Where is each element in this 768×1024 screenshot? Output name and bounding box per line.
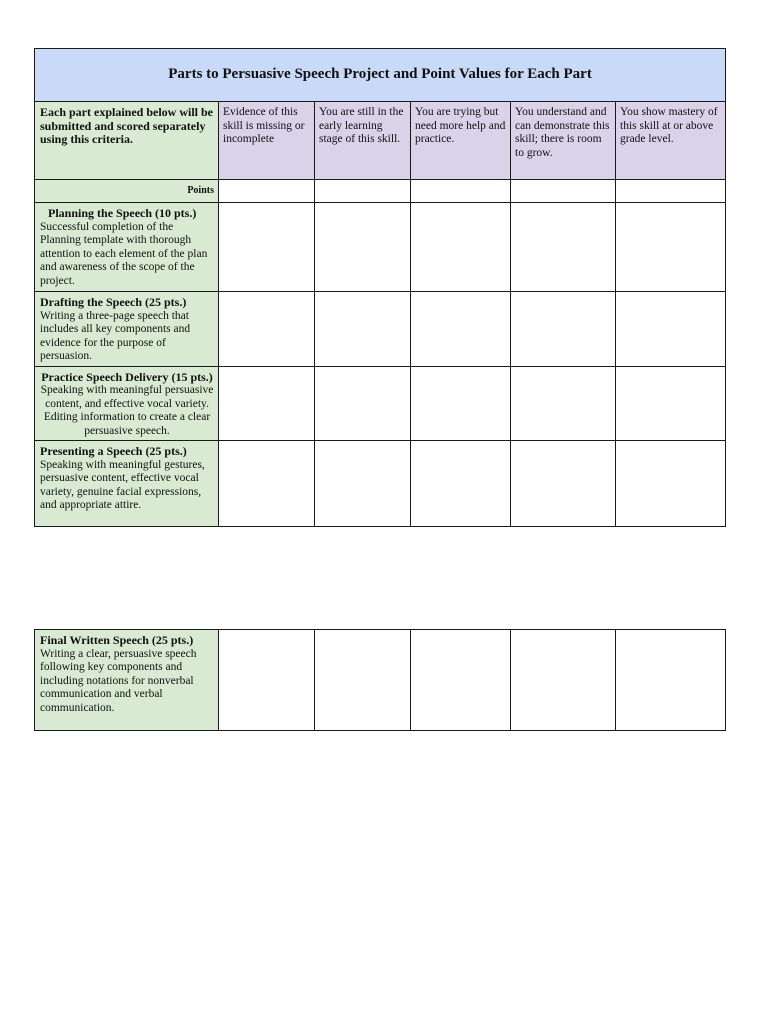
table-row [35,366,726,441]
points-cell [411,180,511,203]
score-cell [219,366,315,441]
part-practice [35,366,219,441]
score-cell [315,292,411,367]
score-cell [411,203,511,292]
level-header-5: You show mastery of this skill at or above grade level. [616,102,726,180]
part-drafting [35,292,219,367]
score-cell [411,366,511,441]
score-cell [315,630,411,731]
part-description: Successful completion of the Planning template with thorough attention to each element of the plan and awareness of the scope of the project. [40,220,208,287]
score-cell [511,292,616,367]
points-cell [616,180,726,203]
level-header-2: You are still in the early learning stage of this skill. [315,102,411,180]
score-cell [411,441,511,527]
score-cell [219,441,315,527]
part-description: Writing a three-page speech that includes all key components and evidence for the purpose of persuasion. [40,309,191,362]
score-cell [616,630,726,731]
level-header-1: Evidence of this skill is missing or incomplete [219,102,315,180]
score-cell [315,441,411,527]
table-row [35,203,726,292]
criteria-header: Each part explained below will be submitted and scored separately using this criteria. [35,102,219,180]
points-cell [219,180,315,203]
part-title: Final Written Speech (25 pts.) [40,633,194,647]
score-cell [219,292,315,367]
table-row [35,292,726,367]
score-cell [411,292,511,367]
score-cell [511,441,616,527]
table-row [35,630,726,731]
points-cell [315,180,411,203]
score-cell [315,203,411,292]
score-cell [616,441,726,527]
level-header-3: You are trying but need more help and practice. [411,102,511,180]
part-description: Speaking with meaningful persuasive content, and effective vocal variety. Editing information to create a clear persuasive speech. [40,384,214,437]
score-cell [616,203,726,292]
part-planning [35,203,219,292]
final-speech-table [34,629,726,731]
table-row [35,441,726,527]
score-cell [219,203,315,292]
part-presenting [35,441,219,527]
score-cell [219,630,315,731]
score-cell [616,366,726,441]
rubric-table [34,48,726,527]
rubric-title: Parts to Persuasive Speech Project and Point Values for Each Part [35,49,726,102]
part-final-written [35,630,219,731]
score-cell [511,366,616,441]
level-header-4: You understand and can demonstrate this skill; there is room to grow. [511,102,616,180]
score-cell [411,630,511,731]
part-title: Planning the Speech (10 pts.) [48,206,197,220]
score-cell [511,630,616,731]
points-cell [511,180,616,203]
points-label: Points [35,180,219,203]
score-cell [315,366,411,441]
score-cell [616,292,726,367]
part-title: Drafting the Speech (25 pts.) [40,295,187,309]
part-title: Presenting a Speech (25 pts.) [40,444,187,458]
score-cell [511,203,616,292]
part-description: Speaking with meaningful gestures, persuasive content, effective vocal variety, genuine facial expressions, and appropriate attire. [40,458,205,511]
part-title: Practice Speech Delivery (15 pts.) [41,369,213,384]
part-description: Writing a clear, persuasive speech following key components and including notations for nonverbal communication and verbal communication. [40,647,197,714]
